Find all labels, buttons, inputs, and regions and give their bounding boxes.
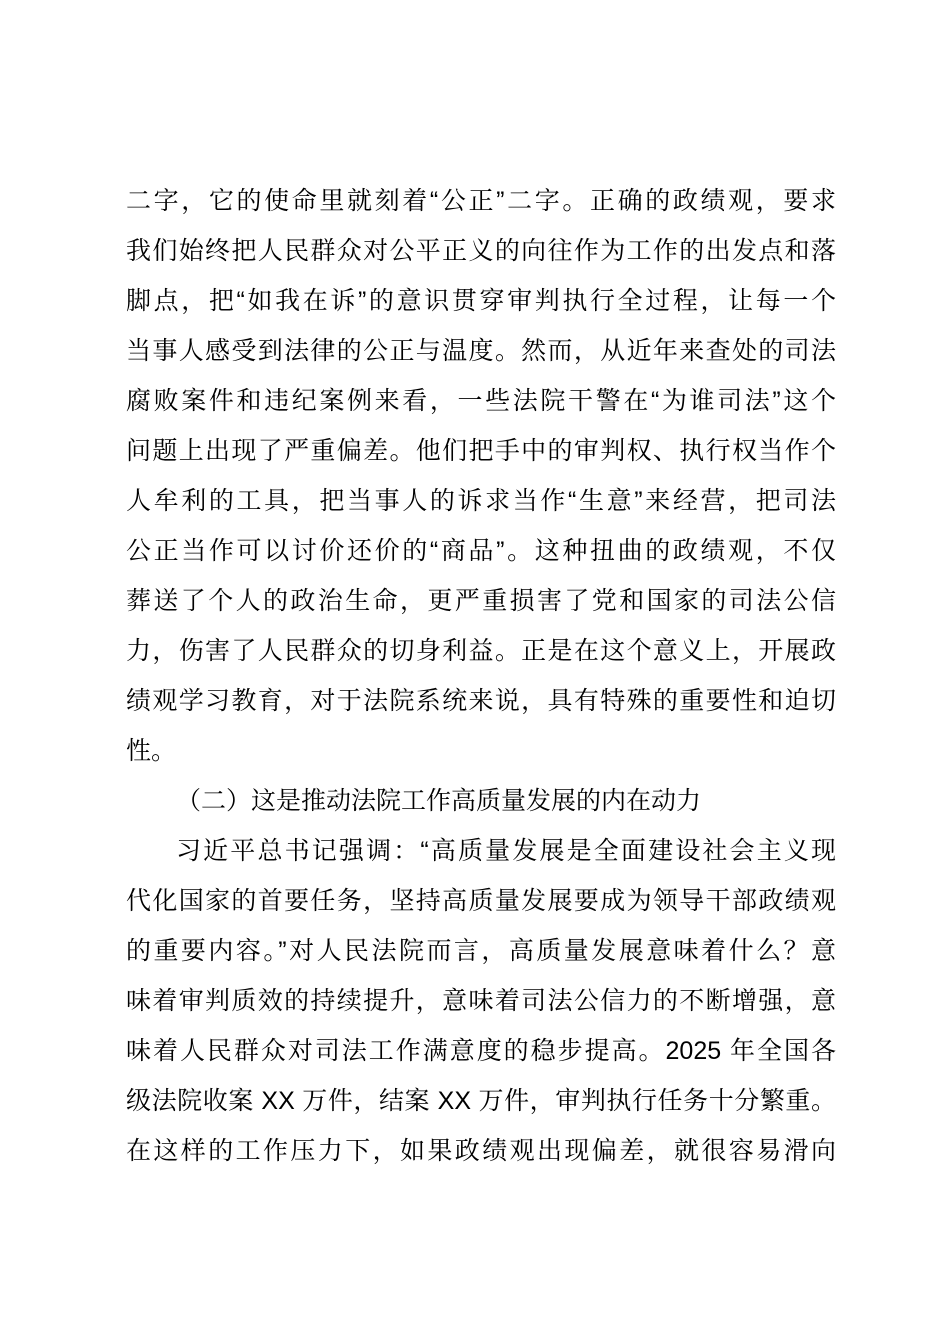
text-line: 性。 — [126, 737, 177, 765]
text-line: 问题上出现了严重偏差。他们把手中的审判权、执行权当作个 — [126, 437, 836, 465]
text-line: 公正当作可以讨价还价的“商品”。这种扭曲的政绩观，不仅 — [126, 537, 836, 565]
text-line: 级法院收案 XX 万件，结案 XX 万件，审判执行任务十分繁重。 — [126, 1087, 836, 1115]
text-line: 味着人民群众对司法工作满意度的稳步提高。2025 年全国各 — [126, 1037, 836, 1065]
text-line: 人牟利的工具，把当事人的诉求当作“生意”来经营，把司法 — [126, 487, 836, 515]
text-line: 在这样的工作压力下，如果政绩观出现偏差，就很容易滑向 — [126, 1137, 836, 1165]
text-line: 的重要内容。”对人民法院而言，高质量发展意味着什么？意 — [126, 937, 836, 965]
text-line: 二字，它的使命里就刻着“公正”二字。正确的政绩观，要求 — [126, 187, 836, 215]
text-line: 脚点，把“如我在诉”的意识贯穿审判执行全过程，让每一个 — [126, 287, 836, 315]
text-line: 腐败案件和违纪案例来看，一些法院干警在“为谁司法”这个 — [126, 387, 836, 415]
text-line: 力，伤害了人民群众的切身利益。正是在这个意义上，开展政 — [126, 637, 836, 665]
text-line: 绩观学习教育，对于法院系统来说，具有特殊的重要性和迫切 — [126, 687, 836, 715]
text-line: 代化国家的首要任务，坚持高质量发展要成为领导干部政绩观 — [126, 887, 836, 915]
text-line: 当事人感受到法律的公正与温度。然而，从近年来查处的司法 — [126, 337, 836, 365]
text-line: 习近平总书记强调：“高质量发展是全面建设社会主义现 — [176, 837, 836, 865]
section-heading: （二）这是推动法院工作高质量发展的内在动力 — [176, 787, 702, 815]
text-line: 葬送了个人的政治生命，更严重损害了党和国家的司法公信 — [126, 587, 836, 615]
text-block — [126, 176, 836, 1176]
text-line: 我们始终把人民群众对公平正义的向往作为工作的出发点和落 — [126, 237, 836, 265]
text-line: 味着审判质效的持续提升，意味着司法公信力的不断增强，意 — [126, 987, 836, 1015]
